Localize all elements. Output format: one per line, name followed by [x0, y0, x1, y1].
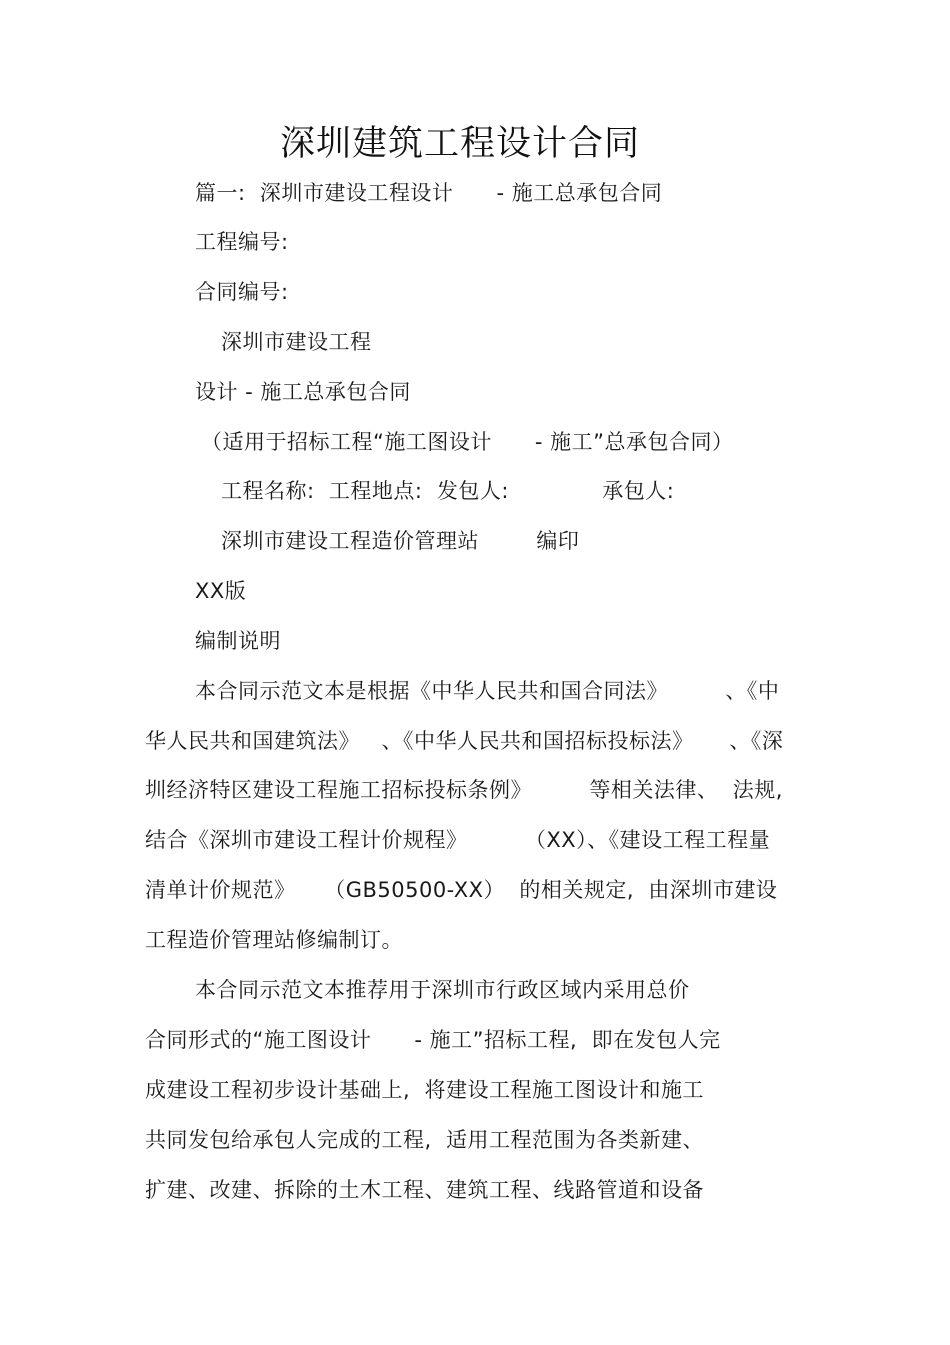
document-title: 深圳建筑工程设计合同 [279, 124, 640, 164]
paragraph-line: 工程造价管理站修编制订。 [145, 928, 403, 952]
project-number-label: 工程编号: [195, 230, 289, 254]
cover-line: 深圳市建设工程 [221, 330, 372, 354]
section-heading: 编制说明 [195, 629, 281, 653]
section-heading: 篇一: 深圳市建设工程设计 - 施工总承包合同 [195, 181, 663, 205]
paragraph-line: 清单计价规范》 （GB50500-XX） 的相关规定, 由深圳市建设 [145, 878, 778, 902]
cover-line: （适用于招标工程“施工图设计 - 施工”总承包合同） [201, 430, 734, 454]
paragraph-line: 扩建、改建、拆除的土木工程、建筑工程、线路管道和设备 [145, 1178, 704, 1202]
paragraph-line: 圳经济特区建设工程施工招标投标条例》 等相关法律、 法规, [145, 778, 783, 802]
paragraph-line: 华人民共和国建筑法》 、《中华人民共和国招标投标法》 、《深 [145, 729, 784, 753]
paragraph-line: 成建设工程初步设计基础上, 将建设工程施工图设计和施工 [145, 1078, 705, 1102]
paragraph-line: 合同形式的“施工图设计 - 施工”招标工程, 即在发包人完 [145, 1028, 721, 1052]
publisher-line: 深圳市建设工程造价管理站 编印 [221, 529, 580, 553]
paragraph-line: 结合《深圳市建设工程计价规程》 （XX）、《建设工程工程量 [145, 828, 771, 852]
paragraph-line: 本合同示范文本推荐用于深圳市行政区域内采用总价 [195, 978, 690, 1002]
edition-line: XX版 [195, 579, 247, 603]
paragraph-line: 本合同示范文本是根据《中华人民共和国合同法》 、《中 [195, 679, 780, 703]
contract-number-label: 合同编号: [195, 280, 289, 304]
paragraph-line: 共同发包给承包人完成的工程, 适用工程范围为各类新建、 [145, 1128, 705, 1152]
cover-line: 设计 - 施工总承包合同 [195, 380, 411, 404]
cover-fields: 工程名称: 工程地点: 发包人: 承包人: [221, 479, 675, 503]
